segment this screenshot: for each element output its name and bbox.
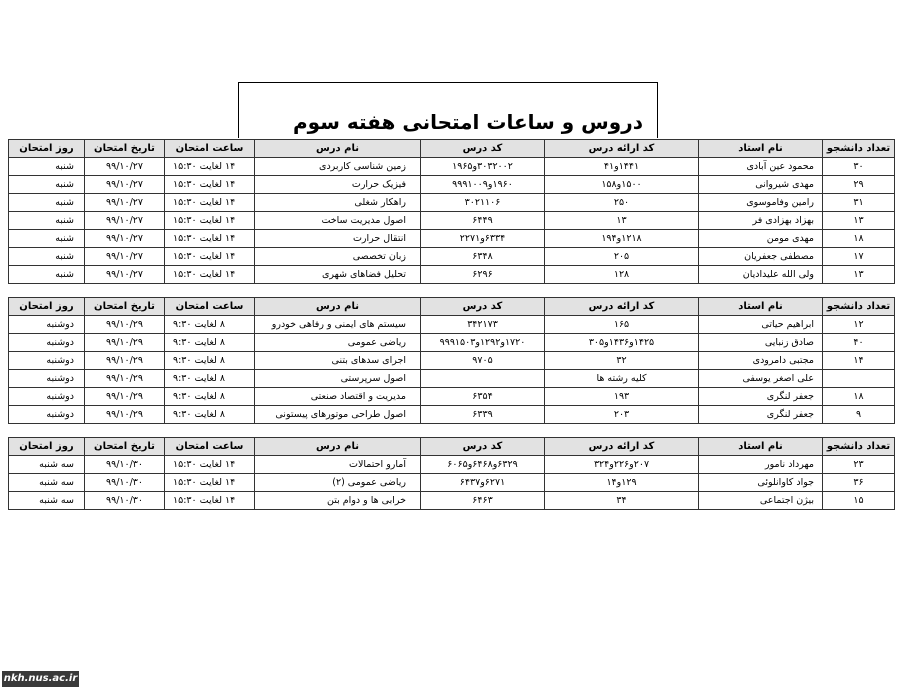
cell-name: فیزیک حرارت bbox=[255, 176, 421, 194]
cell-teacher: مصطفی جعفریان bbox=[699, 248, 823, 266]
cell-time: ۱۴ لغایت ۱۵:۳۰ bbox=[165, 266, 255, 284]
table-row bbox=[9, 194, 895, 212]
cell-offer: ۱۲۱۸و۱۹۴ bbox=[545, 230, 699, 248]
header-row bbox=[9, 298, 895, 316]
cell-offer: ۱۴۴۱و۴۱ bbox=[545, 158, 699, 176]
cell-count: ۱۴ bbox=[823, 352, 895, 370]
cell-time: ۸ لغایت ۹:۳۰ bbox=[165, 388, 255, 406]
column-header-code: کد درس bbox=[421, 298, 545, 316]
cell-count: ۳۶ bbox=[823, 474, 895, 492]
cell-time: ۱۴ لغایت ۱۵:۳۰ bbox=[165, 492, 255, 510]
column-header-count: تعداد دانشجو bbox=[823, 298, 895, 316]
cell-offer: ۱۶۵ bbox=[545, 316, 699, 334]
column-header-count: تعداد دانشجو bbox=[823, 438, 895, 456]
cell-date: ۹۹/۱۰/۲۹ bbox=[85, 334, 165, 352]
column-header-name: نام درس bbox=[255, 140, 421, 158]
table-row bbox=[9, 352, 895, 370]
cell-day: دوشنبه bbox=[9, 352, 85, 370]
cell-name: انتقال حرارت bbox=[255, 230, 421, 248]
cell-teacher: جعفر لنگری bbox=[699, 406, 823, 424]
cell-code: ۳۰۲۱۱۰۶ bbox=[421, 194, 545, 212]
cell-name: اصول سرپرستی bbox=[255, 370, 421, 388]
cell-day: دوشنبه bbox=[9, 316, 85, 334]
column-header-day: روز امتحان bbox=[9, 438, 85, 456]
page-title: دروس و ساعات امتحانی هفته سوم bbox=[293, 110, 643, 134]
cell-count: ۱۳ bbox=[823, 212, 895, 230]
cell-date: ۹۹/۱۰/۳۰ bbox=[85, 474, 165, 492]
cell-date: ۹۹/۱۰/۲۹ bbox=[85, 370, 165, 388]
column-header-count: تعداد دانشجو bbox=[823, 140, 895, 158]
table-row bbox=[9, 176, 895, 194]
cell-date: ۹۹/۱۰/۲۷ bbox=[85, 158, 165, 176]
cell-teacher: مهدی شیروانی bbox=[699, 176, 823, 194]
cell-day: شنبه bbox=[9, 230, 85, 248]
cell-time: ۸ لغایت ۹:۳۰ bbox=[165, 334, 255, 352]
cell-time: ۱۴ لغایت ۱۵:۳۰ bbox=[165, 456, 255, 474]
cell-date: ۹۹/۱۰/۲۷ bbox=[85, 266, 165, 284]
table-row bbox=[9, 492, 895, 510]
cell-name: راهکار شغلی bbox=[255, 194, 421, 212]
cell-teacher: محمود عین آبادی bbox=[699, 158, 823, 176]
cell-count: ۲۳ bbox=[823, 456, 895, 474]
column-header-teacher: نام استاد bbox=[699, 438, 823, 456]
column-header-time: ساعت امتحان bbox=[165, 140, 255, 158]
cell-name: تحلیل فضاهای شهری bbox=[255, 266, 421, 284]
cell-teacher: صادق زنبایی bbox=[699, 334, 823, 352]
cell-date: ۹۹/۱۰/۳۰ bbox=[85, 492, 165, 510]
cell-day: دوشنبه bbox=[9, 388, 85, 406]
cell-date: ۹۹/۱۰/۲۹ bbox=[85, 388, 165, 406]
cell-code: ۳۰۳۲۰۰۲و۱۹۶۵ bbox=[421, 158, 545, 176]
table-row bbox=[9, 406, 895, 424]
table-row bbox=[9, 230, 895, 248]
cell-count bbox=[823, 370, 895, 388]
exam-table-1 bbox=[8, 139, 895, 284]
table-row bbox=[9, 456, 895, 474]
cell-code: ۶۲۷۱و۶۴۳۷ bbox=[421, 474, 545, 492]
cell-time: ۸ لغایت ۹:۳۰ bbox=[165, 406, 255, 424]
header-row bbox=[9, 438, 895, 456]
cell-teacher: بهزاد بهزادی فر bbox=[699, 212, 823, 230]
cell-date: ۹۹/۱۰/۲۷ bbox=[85, 212, 165, 230]
table-row bbox=[9, 370, 895, 388]
cell-teacher: مهدی مومن bbox=[699, 230, 823, 248]
table-row bbox=[9, 316, 895, 334]
cell-code: ۶۴۴۹ bbox=[421, 212, 545, 230]
cell-time: ۸ لغایت ۹:۳۰ bbox=[165, 316, 255, 334]
cell-time: ۱۴ لغایت ۱۵:۳۰ bbox=[165, 230, 255, 248]
footer-url[interactable]: nkh.nus.ac.ir bbox=[2, 671, 79, 687]
cell-day: شنبه bbox=[9, 158, 85, 176]
cell-teacher: جعفر لنگری bbox=[699, 388, 823, 406]
cell-teacher: ابراهیم حیاتی bbox=[699, 316, 823, 334]
cell-count: ۱۳ bbox=[823, 266, 895, 284]
column-header-day: روز امتحان bbox=[9, 140, 85, 158]
cell-time: ۸ لغایت ۹:۳۰ bbox=[165, 370, 255, 388]
cell-code: ۶۳۳۹ bbox=[421, 406, 545, 424]
cell-name: زمین شناسی کاربردی bbox=[255, 158, 421, 176]
cell-offer: ۱۹۳ bbox=[545, 388, 699, 406]
cell-date: ۹۹/۱۰/۲۷ bbox=[85, 248, 165, 266]
cell-date: ۹۹/۱۰/۲۷ bbox=[85, 176, 165, 194]
cell-date: ۹۹/۱۰/۲۹ bbox=[85, 352, 165, 370]
cell-time: ۸ لغایت ۹:۳۰ bbox=[165, 352, 255, 370]
cell-count: ۲۹ bbox=[823, 176, 895, 194]
cell-day: دوشنبه bbox=[9, 406, 85, 424]
column-header-day: روز امتحان bbox=[9, 298, 85, 316]
cell-time: ۱۴ لغایت ۱۵:۳۰ bbox=[165, 194, 255, 212]
cell-name: زبان تخصصی bbox=[255, 248, 421, 266]
cell-name: خرابی ها و دوام بتن bbox=[255, 492, 421, 510]
cell-time: ۱۴ لغایت ۱۵:۳۰ bbox=[165, 158, 255, 176]
cell-code: ۱۷۲۰و۱۲۹۲و۹۹۹۱۵۰۳ bbox=[421, 334, 545, 352]
cell-day: شنبه bbox=[9, 248, 85, 266]
cell-date: ۹۹/۱۰/۲۹ bbox=[85, 316, 165, 334]
cell-offer: کلیه رشته ها bbox=[545, 370, 699, 388]
cell-name: ریاضی عمومی (۲) bbox=[255, 474, 421, 492]
cell-name: سیستم های ایمنی و رفاهی خودرو bbox=[255, 316, 421, 334]
column-header-name: نام درس bbox=[255, 438, 421, 456]
cell-teacher: علی اصغر یوسفی bbox=[699, 370, 823, 388]
cell-offer: ۳۲ bbox=[545, 352, 699, 370]
cell-count: ۳۰ bbox=[823, 158, 895, 176]
cell-code: ۳۴۲۱۷۳ bbox=[421, 316, 545, 334]
cell-date: ۹۹/۱۰/۲۹ bbox=[85, 406, 165, 424]
cell-code: ۱۹۶۰و۹۹۹۱۰۰۹ bbox=[421, 176, 545, 194]
cell-code: ۶۴۶۳ bbox=[421, 492, 545, 510]
cell-name: اصول طراحی موتورهای پیستونی bbox=[255, 406, 421, 424]
cell-teacher: مهرداد نامور bbox=[699, 456, 823, 474]
cell-name: آمارو احتمالات bbox=[255, 456, 421, 474]
cell-code: ۶۳۳۴و۲۲۷۱ bbox=[421, 230, 545, 248]
cell-offer: ۱۴۲۵و۱۴۳۶و۳۰۵ bbox=[545, 334, 699, 352]
cell-day: شنبه bbox=[9, 194, 85, 212]
exam-table-3 bbox=[8, 437, 895, 510]
cell-offer: ۲۰۷و۲۲۶و۳۲۴ bbox=[545, 456, 699, 474]
cell-time: ۱۴ لغایت ۱۵:۳۰ bbox=[165, 212, 255, 230]
cell-day: سه شنبه bbox=[9, 456, 85, 474]
cell-teacher: مجتبی دامرودی bbox=[699, 352, 823, 370]
cell-name: مدیریت و اقتصاد صنعتی bbox=[255, 388, 421, 406]
cell-time: ۱۴ لغایت ۱۵:۳۰ bbox=[165, 248, 255, 266]
cell-day: شنبه bbox=[9, 176, 85, 194]
cell-teacher: بیژن اجتماعی bbox=[699, 492, 823, 510]
column-header-date: تاریخ امتحان bbox=[85, 140, 165, 158]
cell-teacher: جواد کاوانلوئی bbox=[699, 474, 823, 492]
cell-time: ۱۴ لغایت ۱۵:۳۰ bbox=[165, 474, 255, 492]
cell-day: دوشنبه bbox=[9, 370, 85, 388]
cell-count: ۱۸ bbox=[823, 388, 895, 406]
exam-table-2 bbox=[8, 297, 895, 424]
column-header-name: نام درس bbox=[255, 298, 421, 316]
column-header-offer: کد ارائه درس bbox=[545, 438, 699, 456]
table-row bbox=[9, 212, 895, 230]
column-header-date: تاریخ امتحان bbox=[85, 298, 165, 316]
cell-offer: ۲۰۳ bbox=[545, 406, 699, 424]
column-header-code: کد درس bbox=[421, 140, 545, 158]
cell-day: سه شنبه bbox=[9, 474, 85, 492]
cell-day: دوشنبه bbox=[9, 334, 85, 352]
column-header-date: تاریخ امتحان bbox=[85, 438, 165, 456]
cell-offer: ۳۴ bbox=[545, 492, 699, 510]
cell-offer: ۱۲۸ bbox=[545, 266, 699, 284]
cell-code: ۶۳۲۹و۶۴۶۸و۶۰۶۵ bbox=[421, 456, 545, 474]
cell-offer: ۱۲۹و۱۴ bbox=[545, 474, 699, 492]
cell-offer: ۱۳ bbox=[545, 212, 699, 230]
table-row bbox=[9, 388, 895, 406]
table-row bbox=[9, 248, 895, 266]
cell-count: ۱۷ bbox=[823, 248, 895, 266]
column-header-teacher: نام استاد bbox=[699, 298, 823, 316]
title-box bbox=[238, 82, 658, 138]
cell-count: ۴۰ bbox=[823, 334, 895, 352]
column-header-time: ساعت امتحان bbox=[165, 438, 255, 456]
cell-count: ۱۵ bbox=[823, 492, 895, 510]
cell-day: سه شنبه bbox=[9, 492, 85, 510]
column-header-offer: کد ارائه درس bbox=[545, 298, 699, 316]
table-row bbox=[9, 158, 895, 176]
cell-date: ۹۹/۱۰/۲۷ bbox=[85, 194, 165, 212]
cell-count: ۱۸ bbox=[823, 230, 895, 248]
column-header-teacher: نام استاد bbox=[699, 140, 823, 158]
cell-teacher: رامین وفاموسوی bbox=[699, 194, 823, 212]
cell-offer: ۱۵۰۰و۱۵۸ bbox=[545, 176, 699, 194]
table-row bbox=[9, 474, 895, 492]
cell-code: ۶۲۹۶ bbox=[421, 266, 545, 284]
cell-time: ۱۴ لغایت ۱۵:۳۰ bbox=[165, 176, 255, 194]
column-header-time: ساعت امتحان bbox=[165, 298, 255, 316]
column-header-offer: کد ارائه درس bbox=[545, 140, 699, 158]
cell-date: ۹۹/۱۰/۳۰ bbox=[85, 456, 165, 474]
column-header-code: کد درس bbox=[421, 438, 545, 456]
cell-code: ۹۷۰۵ bbox=[421, 352, 545, 370]
cell-name: اصول مدیریت ساخت bbox=[255, 212, 421, 230]
cell-day: شنبه bbox=[9, 266, 85, 284]
header-row bbox=[9, 140, 895, 158]
cell-count: ۳۱ bbox=[823, 194, 895, 212]
cell-offer: ۲۵۰ bbox=[545, 194, 699, 212]
cell-code: ۶۳۴۸ bbox=[421, 248, 545, 266]
cell-teacher: ولی الله علیدادیان bbox=[699, 266, 823, 284]
cell-code bbox=[421, 370, 545, 388]
table-row bbox=[9, 334, 895, 352]
cell-code: ۶۳۵۴ bbox=[421, 388, 545, 406]
cell-date: ۹۹/۱۰/۲۷ bbox=[85, 230, 165, 248]
cell-day: شنبه bbox=[9, 212, 85, 230]
table-row bbox=[9, 266, 895, 284]
cell-name: اجرای سدهای بتنی bbox=[255, 352, 421, 370]
cell-count: ۹ bbox=[823, 406, 895, 424]
cell-count: ۱۲ bbox=[823, 316, 895, 334]
cell-name: ریاضی عمومی bbox=[255, 334, 421, 352]
cell-offer: ۲۰۵ bbox=[545, 248, 699, 266]
